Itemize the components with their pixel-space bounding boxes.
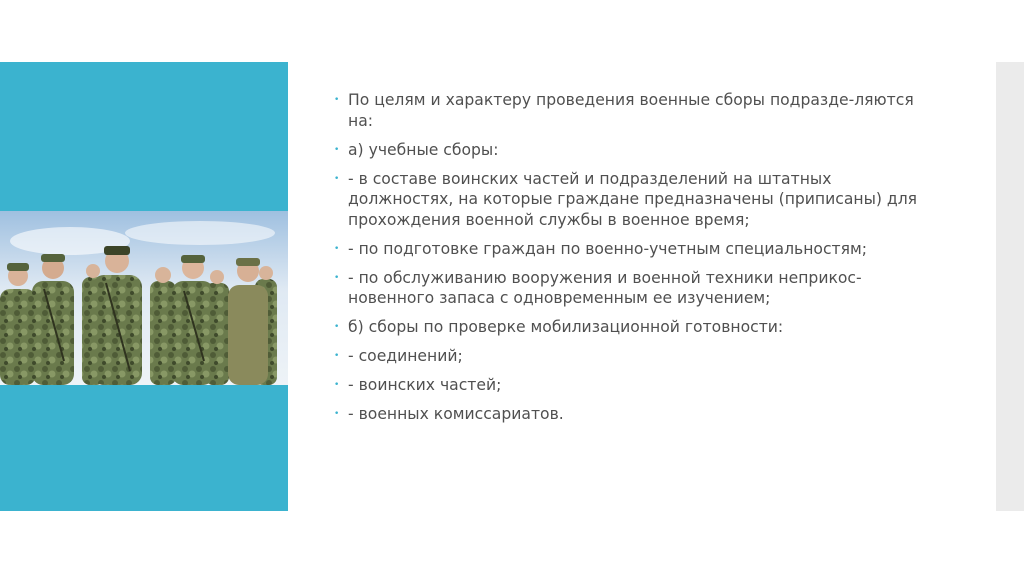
list-item: • - военных комиссариатов. [334,405,564,423]
bullet-icon: • [334,173,340,184]
list-item: • - соединений; [334,347,463,365]
scroll-strip [996,62,1024,511]
bullet-icon: • [334,409,340,419]
slide [0,62,1024,511]
bullet-list [331,90,931,425]
list-item: • По целям и характеру проведения военные сборы подразде-ляются на: [334,91,914,130]
bullet-icon: • [334,144,340,155]
list-item: • а) учебные сборы: [334,140,499,159]
bullet-icon: • [334,380,340,390]
list-item: • - воинских частей; [334,376,502,394]
bullet-icon: • [334,243,340,254]
bullet-icon: • [334,272,340,283]
bullet-icon: • [334,322,340,332]
list-item: • - по подготовке граждан по военно-учетным специальностям; [334,239,868,258]
list-item: • - по обслуживанию вооружения и военной техники неприкос-новенного запаса с одновременным ее изучением; [334,268,862,307]
bullet-icon: • [334,351,340,361]
bullet-list-area [331,90,931,433]
bullet-icon: • [334,95,340,105]
list-item: • - в составе воинских частей и подразделений на штатных должностях, на которые граждане предназначены (приписаны) для прохождения военной службы в военное время; [334,169,918,229]
list-item: • б) сборы по проверке мобилизационной готовности: [334,318,784,336]
soldiers-photo [0,211,288,385]
